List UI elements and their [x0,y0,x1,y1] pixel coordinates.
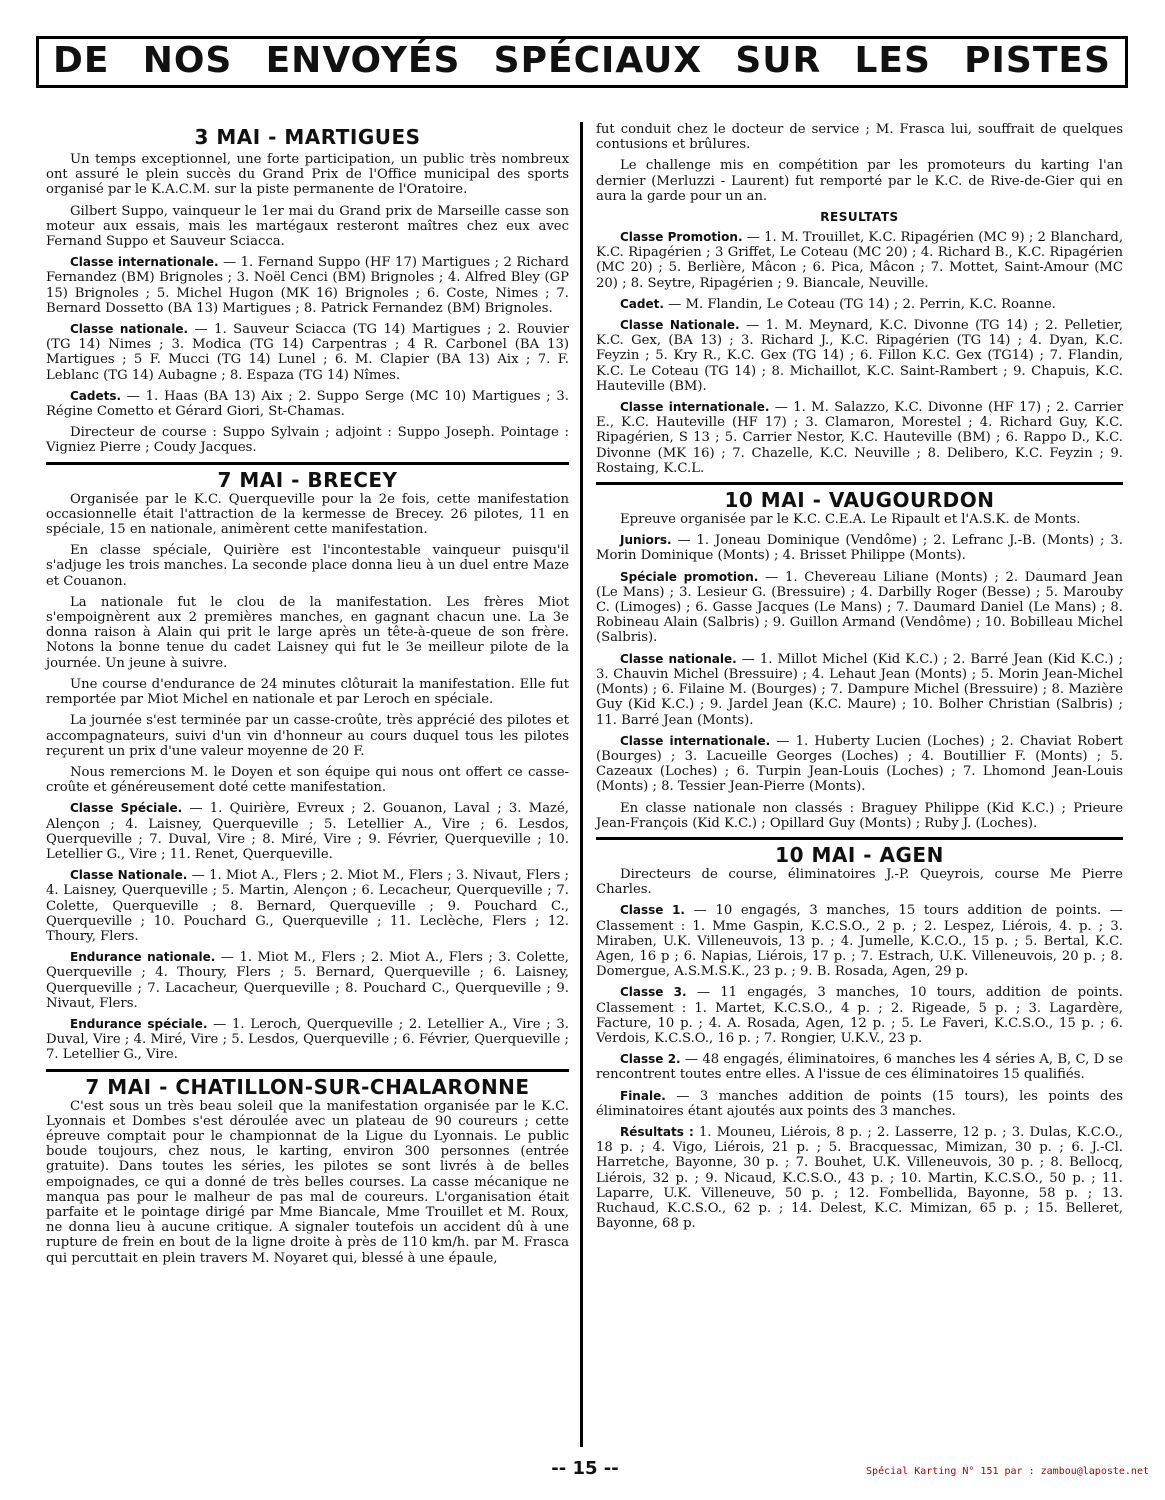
class-results: — 3 manches addition de points (15 tours), les points des éliminatoires étant ajoutés aux points des 3 manches. [596,1088,1123,1119]
section-title: 10 MAI - VAUGOURDON [596,482,1123,512]
class-label: Endurance nationale. [70,950,216,965]
class-results: — M. Flandin, Le Coteau (TG 14) ; 2. Perrin, K.C. Roanne. [663,296,1056,312]
section-martigues [46,122,569,456]
class-label: Classe 3. [620,985,687,1000]
result-paragraph [596,734,1123,795]
section-vaugourdon [596,482,1123,831]
paragraph: En classe nationale non classés : Braguey Philippe (Kid K.C.) ; Prieure Jean-François (Kid K.C.) ; Opillard Guy (Monts) ; Ruby J. (Loches). [596,800,1123,831]
paragraph: Nous remercions M. le Doyen et son équipe qui nous ont offert ce casse-croûte et généreusement doté cette manifestation. [46,764,569,796]
class-label: Juniors. [620,533,672,548]
paragraph: Gilbert Suppo, vainqueur le 1er mai du Grand prix de Marseille casse son moteur aux essais, mais les martégaux resteront maîtres chez eux avec Fernand Suppo et Sauveur Sciacca. [46,203,569,250]
class-results: — 1. Miot A., Flers ; 2. Miot M., Flers ; 3. Nivaut, Flers ; 4. Laisney, Querqueville ; 5. Martin, Alençon ; 6. Lecacheur, Querqueville ; 7. Colette, Querqueville ; 8. Bernard, Querqueville ; 9. Pouchard C., Querqueville ; 10. Pouchard G., Querqueville ; 11. Leclèche, Flers ; 12. Thoury, Flers. [46,868,569,944]
result-paragraph [596,533,1123,563]
banner-word: DE [53,40,110,81]
section-title: 3 MAI - MARTIGUES [194,125,421,149]
result-paragraph [596,1089,1123,1119]
results-heading: RESULTATS [820,210,899,225]
page-banner [36,36,1128,88]
class-results: — 1. M. Meynard, K.C. Divonne (TG 14) ; 2. Pelletier, K.C. Gex, (BA 13) ; 3. Richard J., K.C. Ripagérien (TG 14) ; 4. Dyan, K.C. Feyzin ; 5. Kry R., K.C. Gex (TG 14) ; 6. Fillon K.C. Gex (TG14) ; 7. Flandin, K.C. Le Coteau (TG 14) ; 8. Michaillot, K.C. Saint-Rambert ; 9. Chapuis, K.C. Hauteville (BM). [596,318,1123,394]
paragraph: Epreuve organisée par le K.C. C.E.A. Le Ripault et l'A.S.K. de Monts. [620,512,1081,528]
class-results: — 1. Millot Michel (Kid K.C.) ; 2. Barré Jean (Kid K.C.) ; 3. Chauvin Michel (Bressuire) ; 4. Lehaut Jean (Monts) ; 5. Morin Jean-Michel (Monts) ; 6. Filaine M. (Bourges) ; 7. Dampure Michel (Bressuire) ; 8. Mazière Guy (Kid K.C.) ; 9. Jardel Jean (K.C. Maure) ; 10. Bolher Christian (Salbris) ; 11. Barré Jean (Monts). [596,651,1123,728]
class-label: Résultats : [620,1124,694,1139]
class-results: — 48 engagés, éliminatoires, 6 manches les 4 séries A, B, C, D se rencontrent toutes entre elles. A l'issue de ces éliminatoires 15 qualifiés. [596,1052,1123,1083]
class-results: 1. Mouneu, Liérois, 8 p. ; 2. Lasserre, 12 p. ; 3. Dulas, K.C.O., 18 p. ; 4. Vigo, Liérois, 21 p. ; 5. Bracquessac, Mimizan, 30 p. ; 6. J.-Cl. Harretche, Bayonne, 30 p. ; 7. Bouhet, U.K. Villeneuvois, 30 p. ; 8. Bellocq, Liérois, 32 p. ; 9. Nicaud, K.C.S.O., 43 p. ; 10. Martin, K.C.S.O., 50 p. ; 11. Laparre, U.K. Villeneuve, 50 p. ; 12. Fombellida, Bayonne, 58 p. ; 13. Ruchaud, K.C.S.O., 62 p. ; 14. Delest, K.C. Mimizan, 65 p. ; 15. Belleret, Bayonne, 68 p. [596,1124,1123,1232]
result-paragraph [596,230,1123,291]
result-paragraph [46,255,569,316]
class-label: Finale. [620,1088,666,1103]
paragraph: Organisée par le K.C. Querqueville pour la 2e fois, cette manifestation occasionnelle était l'attraction de la kermesse de Brecey. 26 pilotes, 11 en spéciale, 15 en nationale, animèrent cette manifestation. [46,491,569,538]
banner-word: ENVOYÉS [265,40,461,81]
result-paragraph [46,868,569,944]
page-number: -- 15 -- [551,1458,619,1479]
class-results: — 10 engagés, 3 manches, 15 tours addition de points. — Classement : 1. Mme Gaspin, K.C.S.O., 2 p. ; 2. Lespez, Liérois, 4. p. ; 3. Miraben, U.K. Villeneuvois, 13 p. ; 4. Jumelle, K.C.O., 15 p. ; 5. Bertal, K.C. Agen, 16 p ; 6. Napias, Liérois, 17 p. ; 7. Estrach, U.K. Villeneuvois, 20 p. ; 8. Domergue, A.S.M.S.K., 23 p. ; 9. B. Rosada, Agen, 29 p. [596,903,1123,980]
class-results: — 1. Quirière, Evreux ; 2. Gouanon, Laval ; 3. Mazé, Alençon ; 4. Laisney, Querqueville ; 5. Letellier A., Vire ; 6. Lesdos, Querqueville ; 7. Duval, Vire ; 8. Miré, Vire ; 9. Février, Querqueville ; 10. Letellier G., Vire ; 11. Renet, Querqueville. [46,801,570,862]
paragraph: La journée s'est terminée par un casse-croûte, très apprécié des pilotes et accompagnateurs, suivi d'un vin d'honneur au cours duquel tous les pilotes reçurent un prix d'une valeur moyenne de 20 F. [46,713,569,759]
paragraph: C'est sous un très beau soleil que la manifestation organisée par le K.C. Lyonnais et Dombes s'est déroulée avec un plateau de 90 coureurs ; cette épreuve comptait pour le championnat de la Ligue du Lyonnais. Le public boude toujours, chez nous, le karting, environ 300 personnes (entrée gratuite). Dans toutes les séries, les pilotes se sont livrés à de belles empoignades, ce qui a donné de très belles courses. La casse mécanique ne manqua pas pour le malheur de pas mal de coureurs. L'organisation était parfaite et le pointage dirigé par Mme Biancale, Mme Trouillet et M. Roux, ne donna lieu à aucune critique. A signaler toutefois un accident dû à une rupture de frein en bout de la ligne droite à près de 110 km/h. par M. Frasca qui percuttait en plein travers M. Noyaret qui, blessé à une épaule, [46,1098,569,1266]
paragraph: Un temps exceptionnel, une forte participation, un public très nombreux ont assuré le plein succès du Grand Prix de l'Office municipal des sports organisé par le K.A.C.M. sur la piste permanente de l'Oratoire. [46,152,569,198]
banner-word: PISTES [964,40,1111,81]
class-label: Classe 1. [620,903,685,918]
section-chatillon-continued [596,122,1123,476]
paragraph: La nationale fut le clou de la manifestation. Les frères Miot s'empoignèrent aux 2 premières manches, en gagnant chacun une. La 3e donna raison à Alain qui prit le large après un tête-à-queue de son frère. Notons la bonne tenue du cadet Laisney qui fut le 3e meilleur pilote de la journée. Un jeune à suivre. [46,594,569,671]
column-divider [580,122,583,1447]
paragraph: fut conduit chez le docteur de service ; M. Frasca lui, souffrait de quelques contusions et brûlures. [596,122,1123,153]
class-results: — 1. Miot M., Flers ; 2. Miot A., Flers ; 3. Colette, Querqueville ; 4. Thoury, Flers ; 5. Bernard, Querqueville ; 6. Laisney, Querqueville ; 7. Lacacheur, Querqueville ; 8. Pouchard C., Querqueville ; 9. Nivaut, Flers. [46,950,570,1011]
class-label: Cadet. [620,296,664,311]
result-paragraph [596,318,1123,394]
class-results: — 1. Leroch, Querqueville ; 2. Letellier A., Vire ; 3. Duval, Vire ; 4. Miré, Vire ; 5. Lesdos, Querqueville ; 6. Février, Querqueville ; 7. Letellier G., Vire. [46,1016,569,1063]
banner-word: NOS [142,40,233,81]
class-label: Cadets. [70,388,122,403]
section-brecey [46,462,569,1063]
result-paragraph [46,389,569,419]
class-label: Classe internationale. [620,400,770,415]
result-paragraph [596,1052,1123,1082]
class-results: — 1. M. Trouillet, K.C. Ripagérien (MC 9) ; 2 Blanchard, K.C. Ripagérien ; 3 Griffet, Le Coteau (MC 20) ; 4. Richard B., K.C. Ripagérien (MC 20) ; 5. Berlière, Mâcon ; 6. Pica, Mâcon ; 7. Mottet, Saint-Amour (MC 20) ; 8. Seytre, Ripagérien ; 9. Biancale, Neuville. [596,230,1124,291]
left-column [46,122,569,1272]
scan-credit: Spécial Karting N° 151 par : zambou@laposte.net [866,1466,1149,1477]
class-results: — 1. M. Salazzo, K.C. Divonne (HF 17) ; 2. Carrier E., K.C. Hauteville (HF 17) ; 3. Clamaron, Morestel ; 4. Richard Guy, K.C. Ripagérien, S 13 ; 5. Carrier Nestor, K.C. Hauteville (BM) ; 6. Rappo D., K.C. Divonne (MK 16) ; 7. Chazelle, K.C. Neuville ; 8. Delibero, K.C. Feyzin ; 9. Rostaing, K.C.L. [596,400,1123,476]
result-paragraph [46,322,569,383]
class-label: Endurance spéciale. [70,1016,208,1031]
class-label: Classe nationale. [620,651,737,666]
result-paragraph [596,400,1123,476]
banner-word: LES [854,40,931,81]
result-paragraph [596,985,1123,1046]
class-label: Classe nationale. [70,322,189,337]
banner-word: SUR [735,40,822,81]
class-label: Classe internationale. [70,255,219,270]
class-results: — 1. Fernand Suppo (HF 17) Martigues ; 2 Richard Fernandez (BM) Brignoles ; 3. Noël Cenci (BM) Brignoles ; 4. Alfred Bley (GP 15) Brignoles ; 5. Michel Hugon (MK 16) Brignoles ; 6. Coste, Nimes ; 7. Bernard Dossetto (BA 13) Martigues ; 8. Patrick Fernandez (BM) Brignoles. [46,255,569,316]
result-paragraph [46,950,569,1011]
paragraph: Directeur de course : Suppo Sylvain ; adjoint : Suppo Joseph. Pointage : Vigniez Pierre ; Coudy Jacques. [46,425,569,456]
result-paragraph [46,1017,569,1063]
banner-word: SPÉCIAUX [493,40,703,81]
section-title: 7 MAI - CHATILLON-SUR-CHALARONNE [46,1069,569,1099]
right-column [596,122,1123,1237]
class-label: Classe Spéciale. [70,801,183,816]
class-results: — 1. Joneau Dominique (Vendôme) ; 2. Lefranc J.-B. (Monts) ; 3. Morin Dominique (Monts) ; 4. Brisset Philippe (Monts). [596,533,1123,564]
paragraph: Le challenge mis en compétition par les promoteurs du karting l'an dernier (Merluzzi - Laurent) fut remporté par le K.C. de Rive-de-Gier qui en aura la garde pour un an. [596,158,1123,204]
result-paragraph [596,652,1123,728]
class-results: — 11 engagés, 3 manches, 10 tours, addition de points. Classement : 1. Martet, K.C.S.O., 4 p. ; 2. Rigeade, 5 p. ; 3. Lagardère, Facture, 10 p. ; 4. A. Rosada, Agen, 12 p. ; 5. Le Faveri, K.C.S.O., 15 p. ; 6. Verdois, K.C.S.O., 16 p. ; 7. Rongier, U.K.V., 23 p. [596,985,1123,1046]
class-results: — 1. Sauveur Sciacca (TG 14) Martigues ; 2. Rouvier (TG 14) Nimes ; 3. Modica (TG 14) Carpentras ; 4 R. Carbonel (BA 13) Martigues ; 5 F. Mucci (TG 14) Lunel ; 6. M. Clapier (BA 13) Aix ; 7. F. Leblanc (TG 14) Aubagne ; 8. Espaza (TG 14) Nîmes. [46,322,569,383]
paragraph: En classe spéciale, Quirière est l'incontestable vainqueur puisqu'il s'adjuge les trois manches. La seconde place donna lieu à un duel entre Maze et Couanon. [46,543,569,589]
paragraph: Une course d'endurance de 24 minutes clôturait la manifestation. Elle fut remportée par Miot Michel en nationale et par Leroch en spéciale. [46,676,569,708]
result-paragraph [596,1125,1123,1231]
class-label: Classe 2. [620,1052,681,1067]
section-chatillon [46,1069,569,1266]
section-title: 10 MAI - AGEN [596,837,1123,867]
result-paragraph [596,297,1123,312]
class-label: Classe internationale. [620,733,771,748]
paragraph: Directeurs de course, éliminatoires J.-P. Queyrois, course Me Pierre Charles. [596,866,1123,898]
result-paragraph [46,801,569,862]
class-label: Spéciale promotion. [620,569,759,584]
class-results: — 1. Chevereau Liliane (Monts) ; 2. Daumard Jean (Le Mans) ; 3. Lesieur G. (Bressuire) ; 4. Darbilly Roger (Besse) ; 5. Marouby C. (Limoges) ; 6. Gasse Jacques (Le Mans) ; 7. Daumard Daniel (Le Mans) ; 8. Robineau Alain (Salbris) ; 9. Guillon Armand (Vendôme) ; 10. Bobilleau Michel (Salbris). [596,569,1123,646]
class-label: Classe Nationale. [620,318,740,333]
section-agen [596,837,1123,1231]
class-label: Classe Nationale. [70,868,188,883]
class-results: — 1. Huberty Lucien (Loches) ; 2. Chaviat Robert (Bourges) ; 3. Lacueille Georges (Loches) ; 4. Boutillier F. (Monts) ; 5. Cazeaux (Loches) ; 6. Turpin Jean-Louis (Loches) ; 7. Lhomond Jean-Louis (Monts) ; 8. Tessier Jean-Pierre (Monts). [596,733,1123,795]
result-paragraph [596,570,1123,646]
result-paragraph [596,903,1123,979]
section-title: 7 MAI - BRECEY [46,462,569,492]
class-label: Classe Promotion. [620,230,743,245]
class-results: — 1. Haas (BA 13) Aix ; 2. Suppo Serge (MC 10) Martigues ; 3. Régine Cometto et Gérard Giori, St-Chamas. [46,388,569,420]
